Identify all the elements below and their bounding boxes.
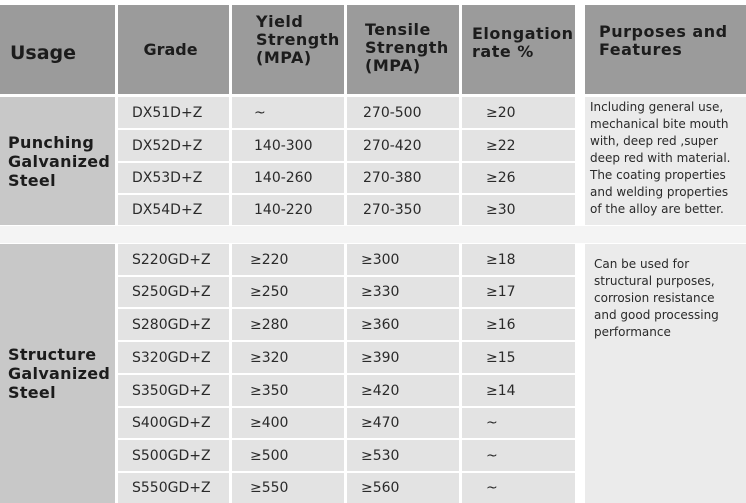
table-row-tensile: ≥390 — [347, 342, 459, 373]
header-usage-label: Usage — [10, 41, 77, 64]
table-row-yield: ~ — [232, 97, 344, 128]
header-grade — [118, 5, 229, 94]
table-row-grade: S500GD+Z — [118, 440, 229, 471]
table-row-yield: ≥320 — [232, 342, 344, 373]
table-row-elongation: ~ — [462, 473, 575, 503]
header-tensile-label: Tensile Strength (MPA) — [365, 20, 449, 75]
table-row-elongation: ≥14 — [462, 375, 575, 406]
table-row-yield: ≥550 — [232, 473, 344, 503]
table-row-grade: S350GD+Z — [118, 375, 229, 406]
table-row-tensile: ≥470 — [347, 408, 459, 438]
header-grade-label: Grade — [143, 39, 198, 59]
table-row-grade: S220GD+Z — [118, 244, 229, 275]
table-row-elongation: ≥30 — [462, 195, 575, 225]
table-row-grade: DX54D+Z — [118, 195, 229, 225]
group-separator — [0, 226, 746, 243]
table-row-elongation: ≥18 — [462, 244, 575, 275]
table-row-elongation: ~ — [462, 440, 575, 471]
table-row-yield: 140-220 — [232, 195, 344, 225]
table-row-grade: S250GD+Z — [118, 277, 229, 307]
header-yield-label: Yield Strength (MPA) — [256, 12, 340, 67]
table-row-elongation: ≥22 — [462, 130, 575, 161]
header-elongation-label: Elongation rate % — [472, 24, 574, 61]
header-yield-strength — [232, 5, 344, 94]
table-row-grade: S400GD+Z — [118, 408, 229, 438]
table-row-tensile: ≥330 — [347, 277, 459, 307]
table-row-yield: ≥220 — [232, 244, 344, 275]
usage-cell-punching: Punching Galvanized Steel — [0, 97, 115, 225]
table-row-yield: ≥400 — [232, 408, 344, 438]
usage-cell-structure: Structure Galvanized Steel — [0, 244, 115, 503]
table-row-yield: 140-300 — [232, 130, 344, 161]
table-row-yield: ≥350 — [232, 375, 344, 406]
header-usage — [0, 5, 115, 94]
header-purposes — [585, 5, 746, 94]
table-row-tensile: 270-500 — [347, 97, 459, 128]
table-row-grade: DX52D+Z — [118, 130, 229, 161]
table-row-tensile: ≥300 — [347, 244, 459, 275]
table-row-tensile: ≥530 — [347, 440, 459, 471]
table-row-elongation: ≥20 — [462, 97, 575, 128]
table-row-yield: ≥250 — [232, 277, 344, 307]
description-punching: Including general use, mechanical bite mouth with, deep red ,super deep red with material. The coating properties and welding properties of the alloy are better. — [585, 97, 746, 225]
header-purposes-label: Purposes and Features — [599, 22, 728, 59]
table-row-yield: ≥500 — [232, 440, 344, 471]
table-row-yield: ≥280 — [232, 309, 344, 340]
description-structure: Can be used for structural purposes, corrosion resistance and good processing performance — [585, 244, 746, 503]
table-row-grade: DX53D+Z — [118, 163, 229, 193]
table-row-elongation: ≥16 — [462, 309, 575, 340]
table-row-tensile: 270-350 — [347, 195, 459, 225]
table-row-grade: S320GD+Z — [118, 342, 229, 373]
table-row-grade: S280GD+Z — [118, 309, 229, 340]
table-row-tensile: 270-420 — [347, 130, 459, 161]
table-row-elongation: ≥17 — [462, 277, 575, 307]
header-tensile-strength — [347, 5, 459, 94]
table-row-tensile: ≥360 — [347, 309, 459, 340]
table-row-tensile: ≥420 — [347, 375, 459, 406]
table-row-tensile: ≥560 — [347, 473, 459, 503]
table-row-elongation: ~ — [462, 408, 575, 438]
table-row-tensile: 270-380 — [347, 163, 459, 193]
table-row-elongation: ≥15 — [462, 342, 575, 373]
table-row-grade: DX51D+Z — [118, 97, 229, 128]
table-row-yield: 140-260 — [232, 163, 344, 193]
header-elongation — [462, 5, 575, 94]
table-row-elongation: ≥26 — [462, 163, 575, 193]
table-row-grade: S550GD+Z — [118, 473, 229, 503]
